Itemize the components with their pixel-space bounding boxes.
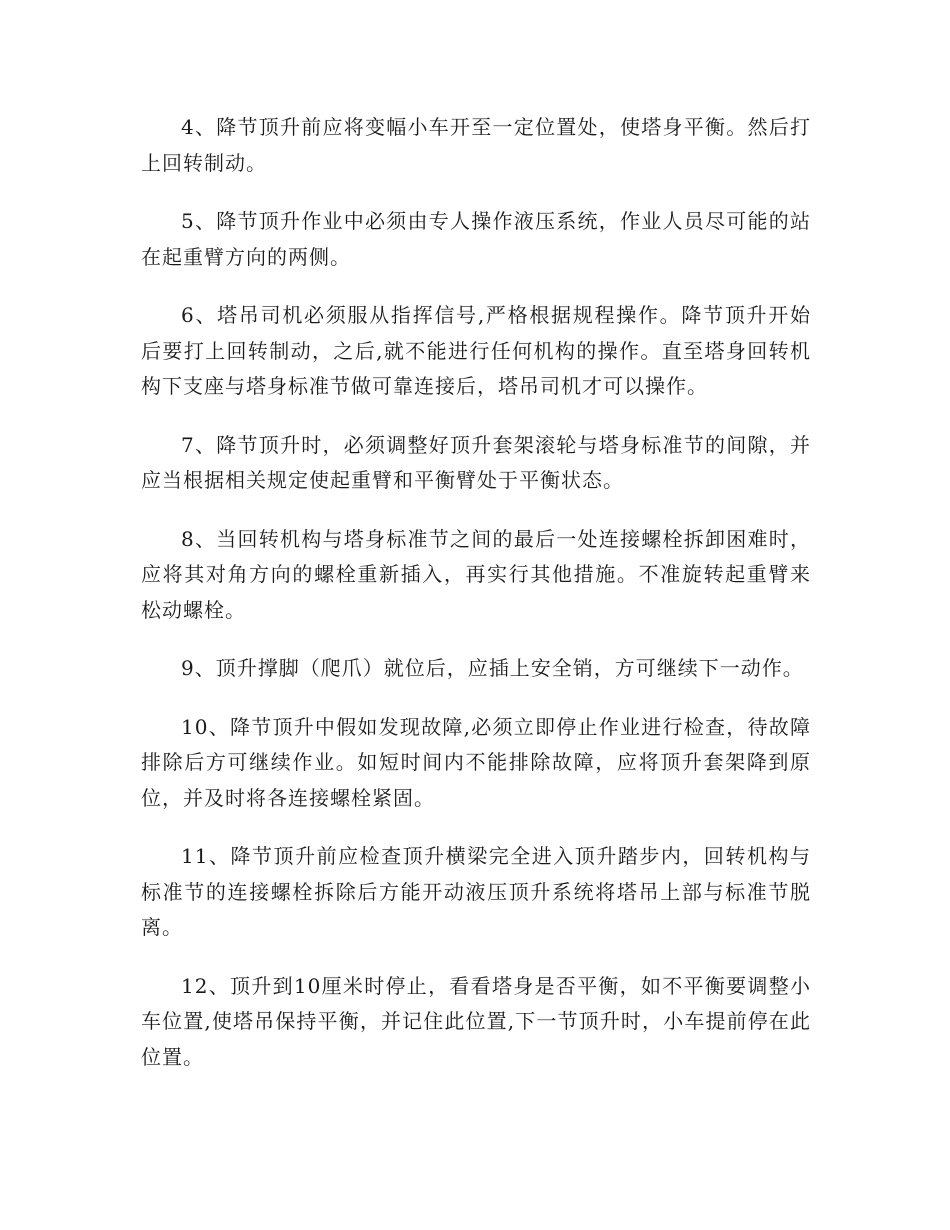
document-body bbox=[141, 110, 811, 1098]
paragraph-item-7: 7、降节顶升时，必须调整好顶升套架滚轮与塔身标准节的间隙，并应当根据相关规定使起重臂和平衡臂处于平衡状态。 bbox=[141, 432, 811, 492]
paragraph-item-4: 4、降节顶升前应将变幅小车开至一定位置处，使塔身平衡。然后打上回转制动。 bbox=[141, 115, 811, 175]
paragraph-item-12: 12、顶升到10厘米时停止，看看塔身是否平衡，如不平衡要调整小车位置,使塔吊保持平衡，并记住此位置,下一节顶升时，小车提前停在此位置。 bbox=[141, 973, 811, 1069]
paragraph-item-8: 8、当回转机构与塔身标准节之间的最后一处连接螺栓拆卸困难时，应将其对角方向的螺栓重新插入，再实行其他措施。不准旋转起重臂来松动螺栓。 bbox=[141, 526, 811, 622]
paragraph-item-10: 10、降节顶升中假如发现故障,必须立即停止作业进行检查，待故障排除后方可继续作业。如短时间内不能排除故障，应将顶升套架降到原位，并及时将各连接螺栓紧固。 bbox=[141, 714, 811, 810]
paragraph-item-6: 6、塔吊司机必须服从指挥信号,严格根据规程操作。降节顶升开始后要打上回转制动，之后,就不能进行任何机构的操作。直至塔身回转机构下支座与塔身标准节做可靠连接后，塔吊司机才可以操作。 bbox=[141, 303, 811, 398]
paragraph-item-9: 9、顶升撑脚（爬爪）就位后，应插上安全销，方可继续下一动作。 bbox=[181, 656, 804, 680]
paragraph-item-11: 11、降节顶升前应检查顶升横梁完全进入顶升踏步内，回转机构与标准节的连接螺栓拆除后方能开动液压顶升系统将塔吊上部与标准节脱离。 bbox=[141, 844, 811, 939]
paragraph-item-5: 5、降节顶升作业中必须由专人操作液压系统，作业人员尽可能的站在起重臂方向的两侧。 bbox=[141, 209, 811, 269]
